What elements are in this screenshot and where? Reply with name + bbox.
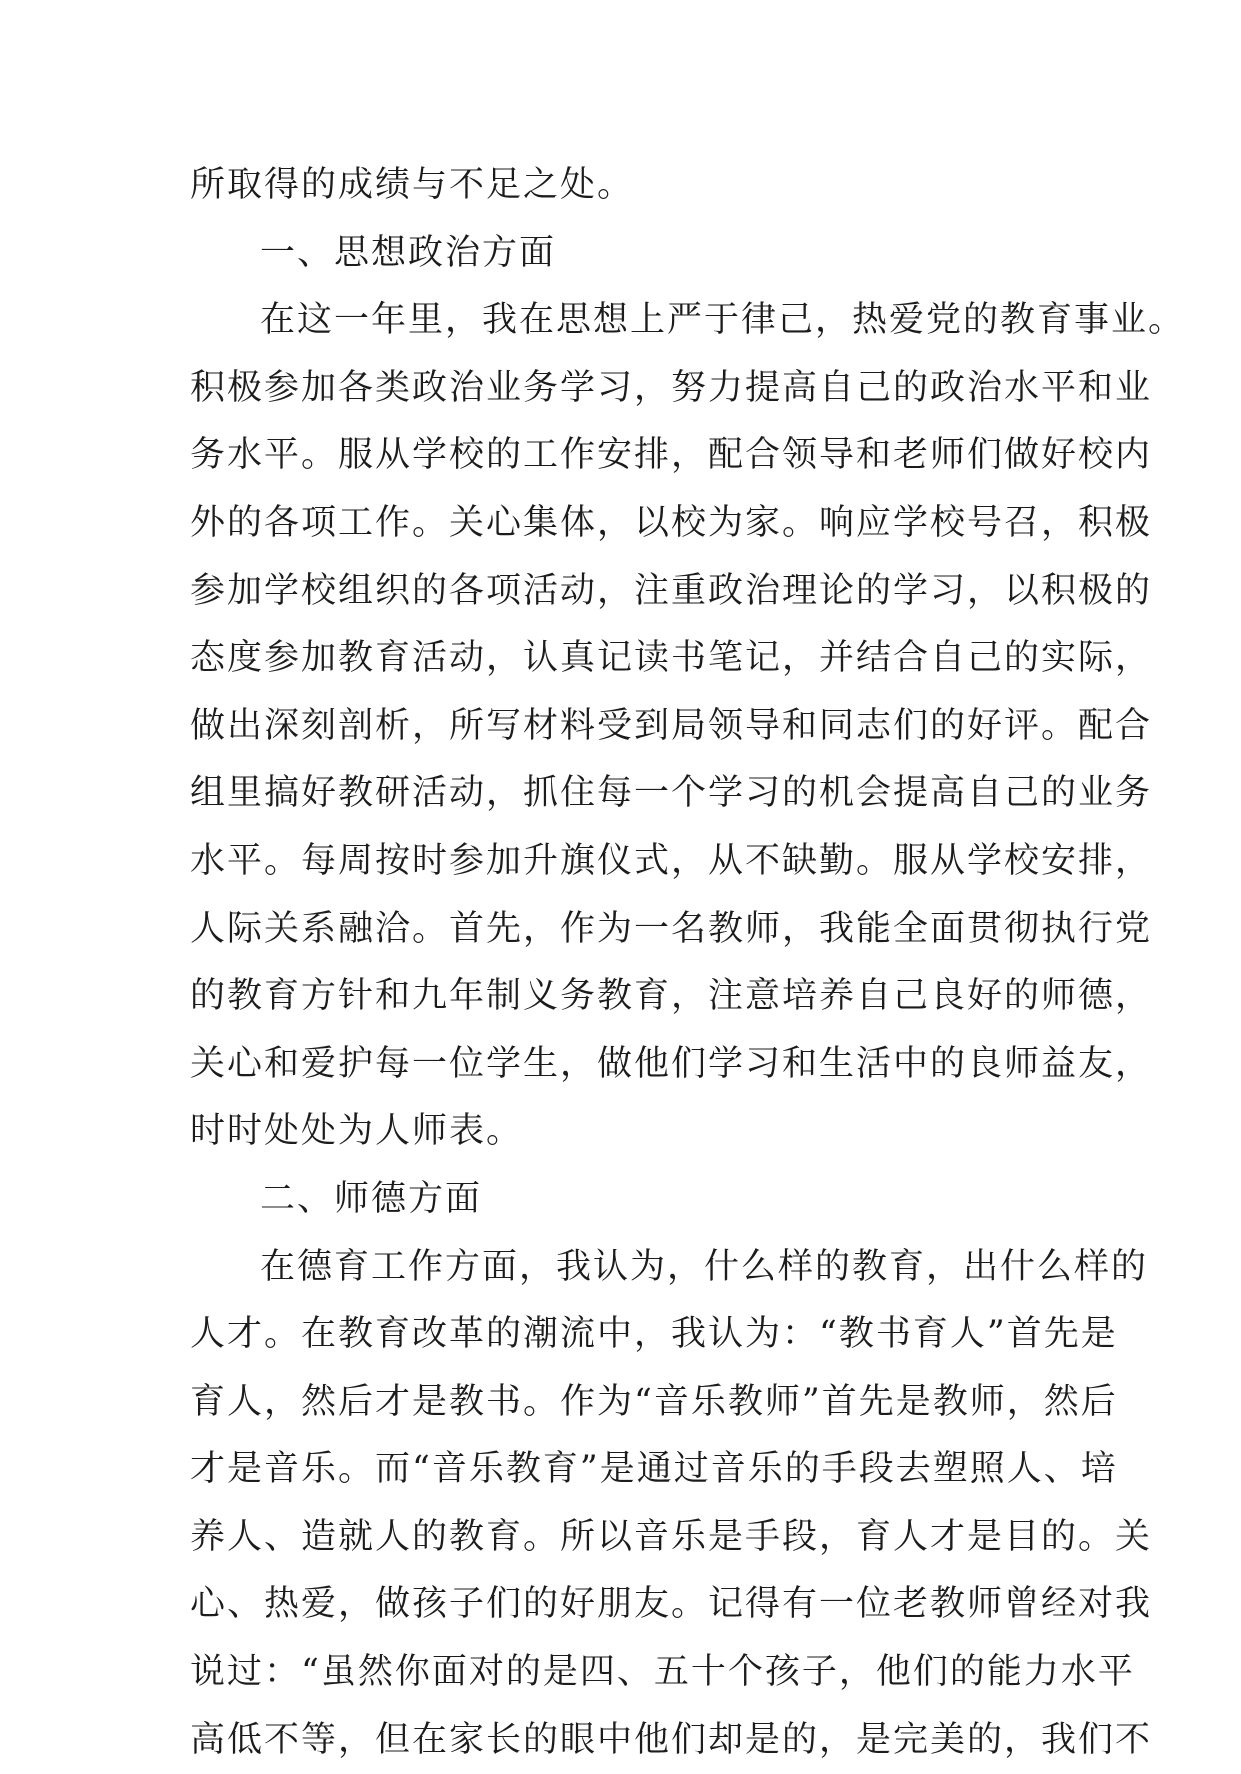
- text-line: 积极参加各类政治业务学习，努力提高自己的政治水平和业: [190, 367, 1153, 408]
- text-line: 人际关系融洽。首先，作为一名教师，我能全面贯彻执行党: [190, 908, 1153, 949]
- text-line: 高低不等，但在家长的眼中他们却是的，是完美的，我们不: [190, 1719, 1153, 1760]
- text-line: 外的各项工作。关心集体，以校为家。响应学校号召，积极: [190, 502, 1153, 543]
- text-line: 水平。每周按时参加升旗仪式，从不缺勤。服从学校安排，: [190, 840, 1153, 881]
- text-line: 时时处处为人师表。: [190, 1111, 524, 1152]
- text-line: 态度参加教育活动，认真记读书笔记，并结合自己的实际，: [190, 638, 1153, 679]
- text-line: 所取得的成绩与不足之处。: [190, 165, 635, 205]
- text-line: 组里搞好教研活动，抓住每一个学习的机会提高自己的业务: [190, 773, 1153, 814]
- text-line: 参加学校组织的各项活动，注重政治理论的学习，以积极的: [190, 570, 1153, 611]
- text-line: 务水平。服从学校的工作安排，配合领导和老师们做好校内: [190, 435, 1153, 476]
- text-line: 关心和爱护每一位学生，做他们学习和生活中的良师益友，: [190, 1043, 1153, 1084]
- text-line: 说过：“虽然你面对的是四、五十个孩子，他们的能力水平: [190, 1652, 1135, 1693]
- body-text: [190, 152, 1186, 1774]
- section-heading: 一、思想政治方面: [260, 232, 557, 273]
- text-line: 养人、造就人的教育。所以音乐是手段，育人才是目的。关: [190, 1516, 1153, 1557]
- text-line: 育人，然后才是教书。作为“音乐教师”首先是教师，然后: [190, 1381, 1118, 1422]
- text-line: 的教育方针和九年制义务教育，注意培养自己良好的师德，: [190, 976, 1153, 1017]
- text-line: 人才。在教育改革的潮流中，我认为：“教书育人”首先是: [190, 1314, 1118, 1355]
- text-line: 才是音乐。而“音乐教育”是通过音乐的手段去塑照人、培: [190, 1449, 1118, 1490]
- text-line: 在这一年里，我在思想上严于律己，热爱党的教育事业。: [260, 300, 1186, 341]
- text-line: 在德育工作方面，我认为，什么样的教育，出什么样的: [260, 1246, 1149, 1287]
- section-heading: 二、师德方面: [260, 1178, 483, 1219]
- text-line: 心、热爱，做孩子们的好朋友。记得有一位老教师曾经对我: [190, 1584, 1153, 1625]
- text-line: 做出深刻剖析，所写材料受到局领导和同志们的好评。配合: [190, 705, 1153, 746]
